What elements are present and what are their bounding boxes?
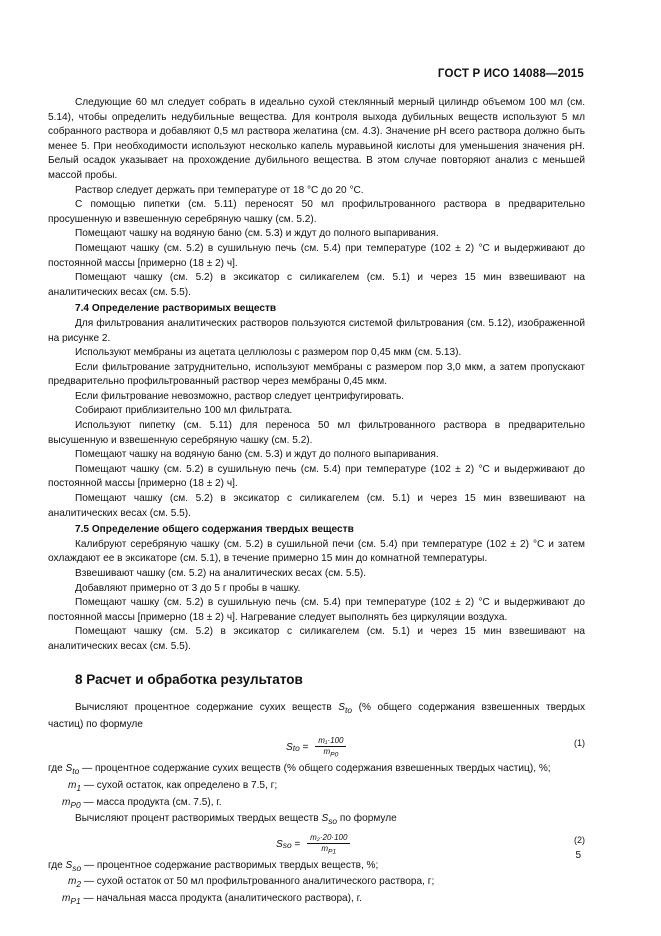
- fraction: $\frac{\text{m₁·100}}{m_{P0}}$: [315, 736, 346, 761]
- paragraph: Помещают чашку на водяную баню (см. 5.3) и ждут до полного выпаривания.: [75, 449, 439, 461]
- definition-row: $m_1$ — сухой остаток, как определено в 7.5, г;: [68, 779, 278, 793]
- document-body: [48, 96, 585, 909]
- paragraph: Вычисляют процент растворимых твердых веществ $S_{so}$ по формуле: [75, 813, 397, 827]
- paragraph: Используют пипетку (см. 5.11) для переноса 50 мл фильтрованного раствора в предварительно высушенную и взвешенную серебряную чашку (см. 5.2).: [48, 420, 585, 446]
- definition-row: $m_{P1}$ — начальная масса продукта (аналитического раствора), г.: [62, 893, 362, 907]
- paragraph: С помощью пипетки (см. 5.11) переносят 50 мл профильтрованного раствора в предварительно просушенную и взвешенную серебряную чашку (см. 5.2).: [48, 199, 585, 225]
- paragraph: Собирают приблизительно 100 мл фильтрата.: [75, 405, 293, 417]
- paragraph: Помещают чашку (см. 5.2) в эксикатор с силикагелем (см. 5.1) и через 15 мин взвешивают на аналитических весах (см. 5.5).: [48, 493, 585, 519]
- page-number: 5: [575, 850, 581, 861]
- paragraph: Помещают чашку (см. 5.2) в сушильную печь (см. 5.4) при температуре (102 ± 2) °C и выдерживают до постоянной массы [примерно (18 ± 2) ч].: [48, 242, 585, 269]
- section-heading: 7.4 Определение растворимых веществ: [75, 303, 277, 315]
- definition-row: где $S_{to}$ — процентное содержание сухих веществ (% общего содержания взвешенных твердых частиц), %;: [48, 763, 551, 777]
- section-7-5: [48, 523, 585, 654]
- paragraph: Помещают чашку на водяную баню (см. 5.3) и ждут до полного выпаривания.: [75, 228, 439, 240]
- definitions-1: [48, 762, 585, 812]
- fraction: $\frac{\text{m₂·20·100}}{m_{P1}}$: [307, 833, 350, 858]
- paragraph: Для фильтрования аналитических растворов пользуются системой фильтрования (см. 5.12), изображенной на рисунке 2.: [48, 317, 585, 344]
- formula-expression: S so = $\frac{\text{m₂·20·100}}{m_{P1}}$: [276, 833, 350, 858]
- formula-number: (2): [574, 834, 585, 845]
- page-header: ГОСТ Р ИСО 14088—2015: [437, 68, 584, 80]
- paragraph: Помещают чашку (см. 5.2) в эксикатор с силикагелем (см. 5.1) и через 15 мин взвешивают на аналитических весах (см. 5.5).: [48, 626, 585, 652]
- paragraph: Взвешивают чашку (см. 5.2) на аналитических весах (см. 5.5).: [75, 568, 367, 579]
- paragraph: Добавляют примерно от 3 до 5 г пробы в чашку.: [75, 582, 301, 594]
- definitions-2: [48, 859, 585, 909]
- paragraph: Если фильтрование затруднительно, используют мембраны с размером пор 3,0 мкм, а затем пропускают предварительно профильтрованный раствор через мембраны 0,45 мкм.: [48, 361, 585, 388]
- definition-row: $m_2$ — сухой остаток от 50 мл профильтрованного аналитического раствора, г;: [68, 876, 435, 890]
- paragraph: Помещают чашку (см. 5.2) в сушильную печь (см. 5.4) при температуре (102 ± 2) °C и выдерживают до постоянной массы [примерно (18 ± 2) ч]. Нагревание следует выполнять без циркуляции воздуха.: [48, 597, 585, 623]
- section-heading: 7.5 Определение общего содержания твердых веществ: [75, 524, 354, 536]
- section-8: [48, 673, 585, 909]
- definition-row: $m_{P0}$ — масса продукта (см. 7.5), г.: [62, 796, 222, 810]
- formula-expression: S to = $\frac{\text{m₁·100}}{m_{P0}}$: [286, 736, 346, 761]
- paragraph: Следующие 60 мл следует собрать в идеально сухой стеклянный мерный цилиндр объемом 100 мл (см. 5.14), чтобы определить недубильные вещества. Для контроля выхода дубильных веществ используют 5 мл собранного раствора и добавляют 0,5 мл раствора желатина (см. 4.3). Значение pH всего раствора должно быть менее 5. При необходимости используют несколько капель муравьиной кислоты для уменьшения значения pH. Белый осадок указывает на прохождение дубильного вещества. В этом случае повторяют анализ с меньшей массой пробы.: [48, 97, 585, 181]
- paragraph: Вычисляют процентное содержание сухих веществ $S_{to}$ (% общего содержания взвешенных твердых частиц) по формуле: [48, 702, 585, 730]
- definition-row: где $S_{so}$ — процентное содержание растворимых твердых веществ, %;: [48, 859, 379, 873]
- paragraph: Используют мембраны из ацетата целлюлозы с размером пор 0,45 мкм (см. 5.13).: [75, 347, 462, 359]
- section-7-4: [48, 302, 585, 521]
- intro-section: [48, 96, 585, 300]
- paragraph: Помещают чашку (см. 5.2) в эксикатор с силикагелем (см. 5.1) и через 15 мин взвешивают на аналитических весах (см. 5.5).: [48, 272, 585, 298]
- section-heading: 8 Расчет и обработка результатов: [75, 671, 303, 687]
- formula-2: [48, 829, 585, 859]
- formula-number: (1): [574, 738, 585, 749]
- formula-1: [48, 732, 585, 762]
- paragraph: Раствор следует держать при температуре от 18 °C до 20 °C.: [75, 184, 364, 196]
- paragraph: Если фильтрование невозможно, раствор следует центрифугировать.: [75, 390, 405, 402]
- paragraph: Калибруют серебряную чашку (см. 5.2) в сушильной печи (см. 5.4) при температуре (102 ± 2) °C и затем охлаждают ее в эксикаторе (см. 5.1), в течение примерно 15 мин до комнатной температуры.: [48, 538, 585, 565]
- paragraph: Помещают чашку (см. 5.2) в сушильную печь (см. 5.4) при температуре (102 ± 2) °C и выдерживают до постоянной массы [примерно (18 ± 2) ч].: [48, 463, 585, 490]
